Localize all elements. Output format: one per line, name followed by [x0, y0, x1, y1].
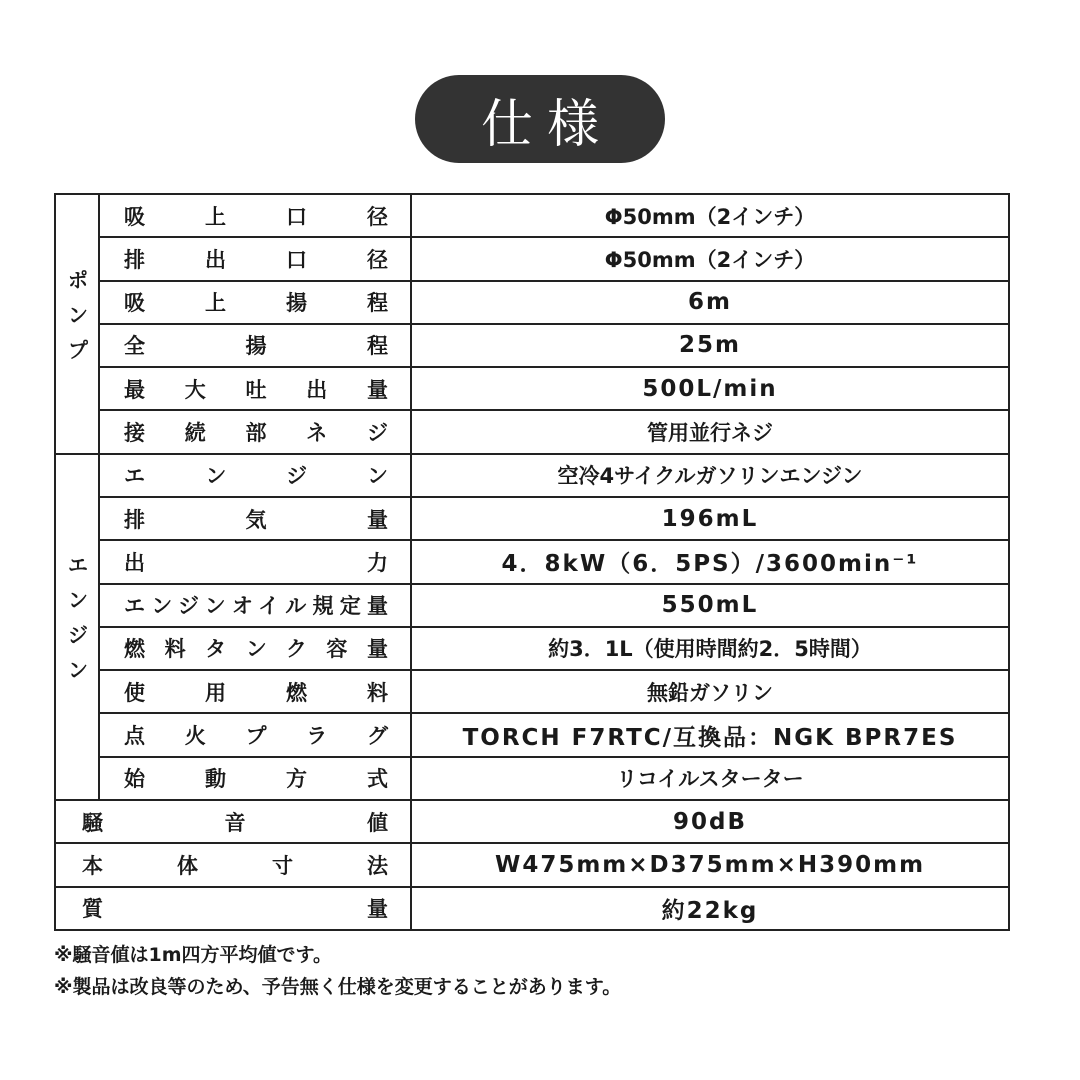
row-value: 無鉛ガソリン: [411, 670, 1009, 713]
table-row: [55, 454, 1009, 497]
row-value: 4．8kW（6．5PS）/3600min⁻¹: [411, 540, 1009, 583]
table-row: [55, 281, 1009, 324]
row-label: 排出口径: [99, 237, 411, 280]
table-row: [55, 670, 1009, 713]
row-label: 最大吐出量: [99, 367, 411, 410]
row-value: 550mL: [411, 584, 1009, 627]
page-title-text: 仕様: [480, 94, 613, 155]
table-row: [55, 843, 1009, 886]
row-value: Φ50mm（2インチ）: [411, 237, 1009, 280]
table-row: [55, 540, 1009, 583]
row-label: 質量: [55, 887, 411, 931]
row-value: 空冷4サイクルガソリンエンジン: [411, 454, 1009, 497]
row-value: 500L/min: [411, 367, 1009, 410]
table-row: [55, 194, 1009, 237]
row-value: 196mL: [411, 497, 1009, 540]
table-row: [55, 713, 1009, 756]
table-row: [55, 410, 1009, 453]
row-value: 管用並行ネジ: [411, 410, 1009, 453]
group-label-pump: ポンプ: [55, 194, 99, 454]
table-row: [55, 367, 1009, 410]
row-label: エンジンオイル規定量: [99, 584, 411, 627]
row-value: 約3．1L（使用時間約2．5時間）: [411, 627, 1009, 670]
row-label: 燃料タンク容量: [99, 627, 411, 670]
page-title: [415, 75, 665, 163]
footnote-noise: ※騒音値は1m四方平均値です。: [54, 944, 332, 966]
row-label: 排気量: [99, 497, 411, 540]
row-value: TORCH F7RTC/互換品：NGK BPR7ES: [411, 713, 1009, 756]
table-row: [55, 757, 1009, 800]
table-row: [55, 800, 1009, 843]
footnote-changes: ※製品は改良等のため、予告無く仕様を変更することがあります。: [54, 976, 622, 998]
table-row: [55, 887, 1009, 931]
row-label: エンジン: [99, 454, 411, 497]
row-value: 約22kg: [411, 887, 1009, 931]
row-value: 90dB: [411, 800, 1009, 843]
row-value: Φ50mm（2インチ）: [411, 194, 1009, 237]
table-row: [55, 497, 1009, 540]
row-label: 使用燃料: [99, 670, 411, 713]
row-value: 25m: [411, 324, 1009, 367]
row-label: 点火プラグ: [99, 713, 411, 756]
row-label: 出力: [99, 540, 411, 583]
row-label: 接続部ネジ: [99, 410, 411, 453]
group-label-engine: エンジン: [55, 454, 99, 800]
row-label: 全揚程: [99, 324, 411, 367]
table-row: [55, 584, 1009, 627]
row-label: 騒音値: [55, 800, 411, 843]
row-label: 吸上口径: [99, 194, 411, 237]
table-row: [55, 237, 1009, 280]
table-row: [55, 627, 1009, 670]
row-value: 6m: [411, 281, 1009, 324]
row-label: 始動方式: [99, 757, 411, 800]
row-value: リコイルスターター: [411, 757, 1009, 800]
row-label: 本体寸法: [55, 843, 411, 886]
row-label: 吸上揚程: [99, 281, 411, 324]
table-row: [55, 324, 1009, 367]
spec-table: [54, 193, 1010, 931]
row-value: W475mm×D375mm×H390mm: [411, 843, 1009, 886]
